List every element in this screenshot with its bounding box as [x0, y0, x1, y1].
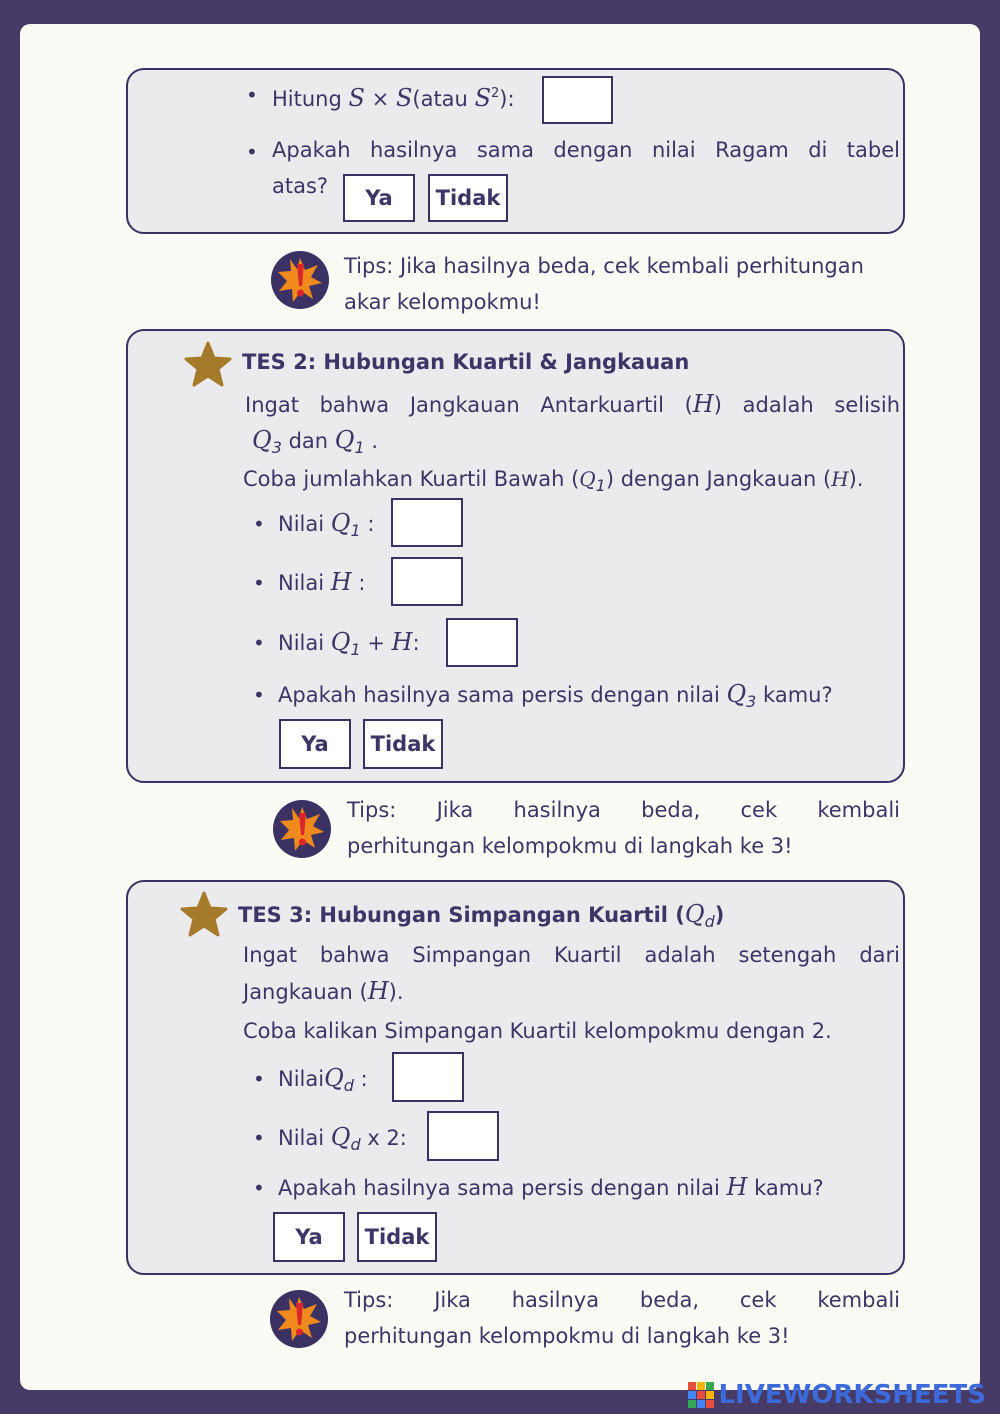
- bullet: •: [253, 631, 265, 655]
- ya-button[interactable]: Ya: [279, 719, 351, 769]
- bullet: •: [246, 140, 258, 164]
- tidak-button[interactable]: Tidak: [428, 174, 508, 222]
- bullet: •: [253, 1126, 265, 1150]
- nilai-q1-plus-h-label: Nilai $Q_1 + H$:: [278, 628, 420, 659]
- bullet: •: [253, 683, 265, 707]
- tip-1-line1: Tips: Jika hasilnya beda, cek kembali perhitungan: [344, 254, 864, 278]
- nilai-qd-times-2-label: Nilai $Q_d$ x 2:: [278, 1123, 407, 1154]
- bullet: •: [253, 1067, 265, 1091]
- warning-icon: [270, 250, 330, 310]
- ya-button[interactable]: Ya: [273, 1212, 345, 1262]
- tes-3-instruction: Coba kalikan Simpangan Kuartil kelompokmu dengan 2.: [243, 1019, 832, 1043]
- tes-3-question: Apakah hasilnya sama persis dengan nilai H kamu?: [278, 1173, 824, 1201]
- tes-2-intro-line2: $Q_3$ dan $Q_1$ .: [252, 426, 379, 457]
- tidak-button[interactable]: Tidak: [363, 719, 443, 769]
- tip-3-line1: Tips: Jika hasilnya beda, cek kembali: [344, 1288, 900, 1312]
- warning-icon: [269, 1289, 329, 1349]
- answer-q1-input[interactable]: [391, 498, 463, 547]
- tip-2-line2: perhitungan kelompokmu di langkah ke 3!: [347, 834, 793, 858]
- bullet: •: [253, 571, 265, 595]
- star-icon: [180, 891, 228, 939]
- ya-button[interactable]: Ya: [343, 174, 415, 222]
- tes-3-title: TES 3: Hubungan Simpangan Kuartil $(Q_d)$: [238, 900, 725, 931]
- liveworksheets-logo: [688, 1380, 986, 1410]
- tes-3-intro-line2: Jangkauan (H).: [243, 977, 404, 1005]
- ragam-question-line2: atas?: [272, 174, 329, 198]
- answer-qd-input[interactable]: [392, 1052, 464, 1102]
- tidak-button[interactable]: Tidak: [357, 1212, 437, 1262]
- ragam-question-line1: Apakah hasilnya sama dengan nilai Ragam di tabel: [272, 138, 900, 162]
- answer-h-input[interactable]: [391, 557, 463, 606]
- logo-text: LIVEWORKSHEETS: [718, 1380, 986, 1410]
- nilai-qd-label: NilaiQ$_d$ :: [278, 1064, 368, 1095]
- warning-icon: [272, 799, 332, 859]
- tes-3-intro-line1: Ingat bahwa Simpangan Kuartil adalah setengah dari: [243, 943, 900, 967]
- bullet: •: [253, 512, 265, 536]
- tes-2-question: Apakah hasilnya sama persis dengan nilai $Q_3$ kamu?: [278, 680, 833, 711]
- bullet: •: [246, 83, 258, 107]
- logo-mark-icon: [688, 1382, 714, 1408]
- tes-2-instruction: Coba jumlahkan Kuartil Bawah $(Q_1)$ dengan Jangkauan (H).: [243, 467, 864, 495]
- tip-2: [347, 792, 900, 864]
- answer-s-squared-input[interactable]: [542, 76, 613, 124]
- tip-1-line2: akar kelompokmu!: [344, 290, 541, 314]
- nilai-q1-label: Nilai $Q_1$ :: [278, 509, 375, 540]
- hitung-line: Hitung S × S(atau $S^2$):: [272, 84, 515, 112]
- tes-2-intro-line1: Ingat bahwa Jangkauan Antarkuartil (H) adalah selisih: [245, 390, 900, 418]
- tip-3: [344, 1282, 900, 1354]
- nilai-h-label: Nilai H :: [278, 568, 366, 596]
- tip-1: [344, 248, 899, 320]
- star-icon: [184, 341, 232, 389]
- answer-qd-times-2-input[interactable]: [427, 1111, 499, 1161]
- tip-3-line2: perhitungan kelompokmu di langkah ke 3!: [344, 1324, 790, 1348]
- answer-q1-plus-h-input[interactable]: [446, 618, 518, 667]
- tip-2-line1: Tips: Jika hasilnya beda, cek kembali: [347, 798, 900, 822]
- bullet: •: [253, 1176, 265, 1200]
- tes-2-title: TES 2: Hubungan Kuartil & Jangkauan: [242, 350, 690, 374]
